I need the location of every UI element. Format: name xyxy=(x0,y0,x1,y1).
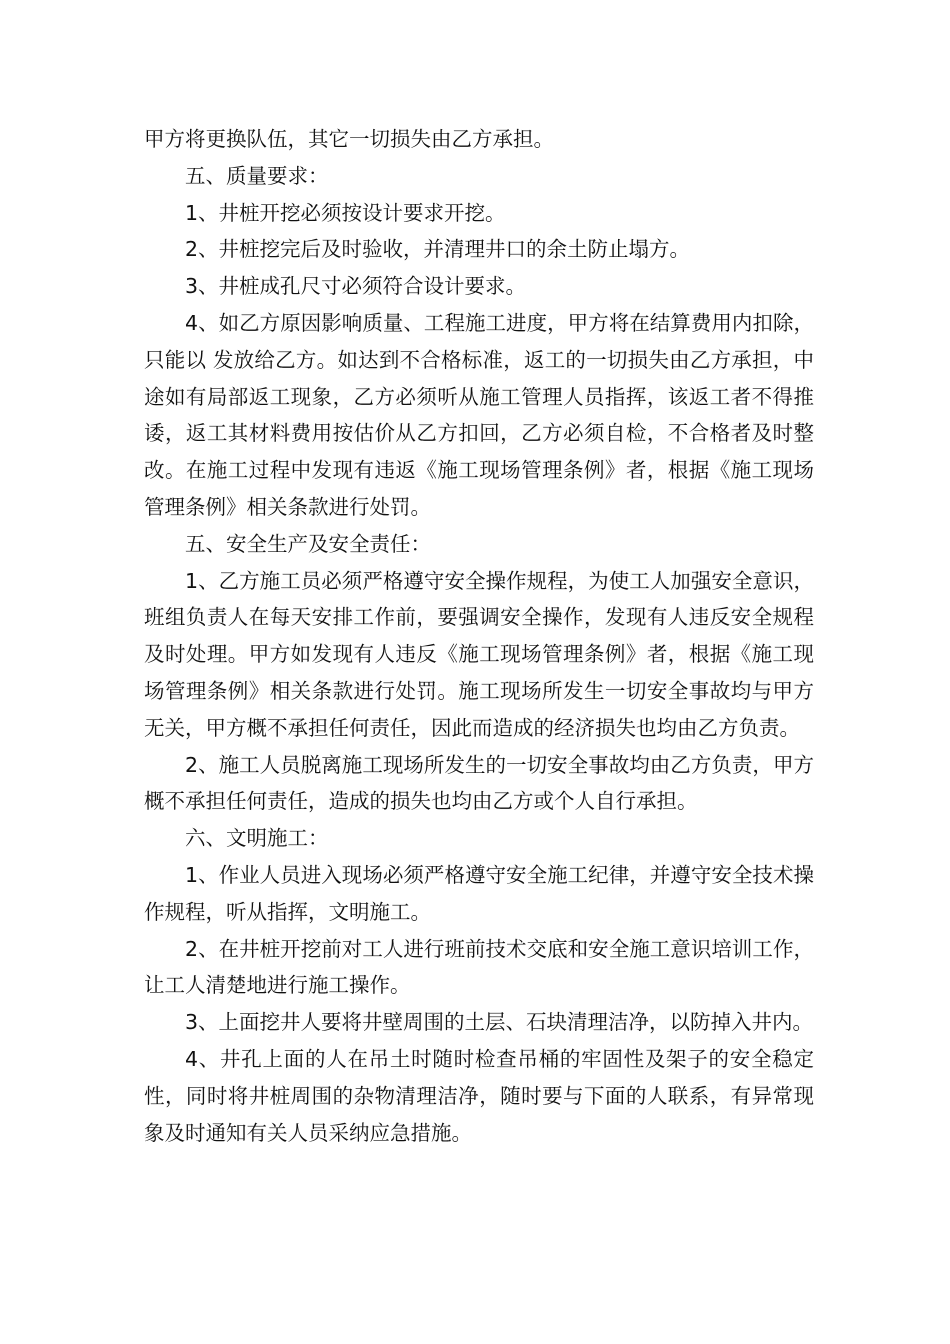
paragraph-civilized-4: 4、井孔上面的人在吊土时随时检查吊桶的牢固性及架子的安全稳定性，同时将井桩周围的杂物清理洁净，随时要与下面的人联系，有异常现象及时通知有关人员采纳应急措施。 xyxy=(144,1046,814,1145)
paragraph-safety-2: 2、施工人员脱离施工现场所发生的一切安全事故均由乙方负责，甲方概不承担任何责任，造成的损失也均由乙方或个人自行承担。 xyxy=(144,752,814,814)
paragraph-quality-1: 1、井桩开挖必须按设计要求开挖。 xyxy=(185,200,506,225)
paragraph-1: 甲方将更换队伍，其它一切损失由乙方承担。 xyxy=(144,127,554,151)
paragraph-civilized-2: 2、在井桩开挖前对工人进行班前技术交底和安全施工意识培训工作，让工人清楚地进行施工操作。 xyxy=(144,936,814,998)
paragraph-civilized-1: 1、作业人员进入现场必须严格遵守安全施工纪律，并遵守安全技术操作规程，听从指挥，文明施工。 xyxy=(144,862,814,924)
section-heading-quality: 五、质量要求： xyxy=(185,163,329,188)
paragraph-quality-2: 2、井桩挖完后及时验收，并清理井口的余土防止塌方。 xyxy=(185,237,691,262)
section-heading-civilized: 六、文明施工： xyxy=(185,826,329,851)
paragraph-quality-3: 3、井桩成孔尺寸必须符合设计要求。 xyxy=(185,274,527,299)
paragraph-quality-4: 4、如乙方原因影响质量、工程施工进度，甲方将在结算费用内扣除，只能以 发放给乙方。如达到不合格标准，返工的一切损失由乙方承担，中途如有局部返工现象，乙方必须听从施工管理人员指挥，该返工者不得推诿，返工其材料费用按估价从乙方扣回，乙方必须自检，不合格者及时整改。在施工过程中发现有违返《施工现场管理条例》者，根据《施工现场管理条例》相关条款进行处罚。 xyxy=(144,310,814,519)
section-heading-safety: 五、安全生产及安全责任： xyxy=(185,531,431,556)
document-body xyxy=(144,121,814,1151)
paragraph-safety-1: 1、乙方施工员必须严格遵守安全操作规程，为使工人加强安全意识，班组负责人在每天安排工作前，要强调安全操作，发现有人违反安全规程及时处理。甲方如发现有人违反《施工现场管理条例》者，根据《施工现场管理条例》相关条款进行处罚。施工现场所发生一切安全事故均与甲方无关，甲方概不承担任何责任，因此而造成的经济损失也均由乙方负责。 xyxy=(144,568,814,740)
paragraph-civilized-3: 3、上面挖井人要将井壁周围的土层、石块清理洁净，以防掉入井内。 xyxy=(185,1010,814,1035)
